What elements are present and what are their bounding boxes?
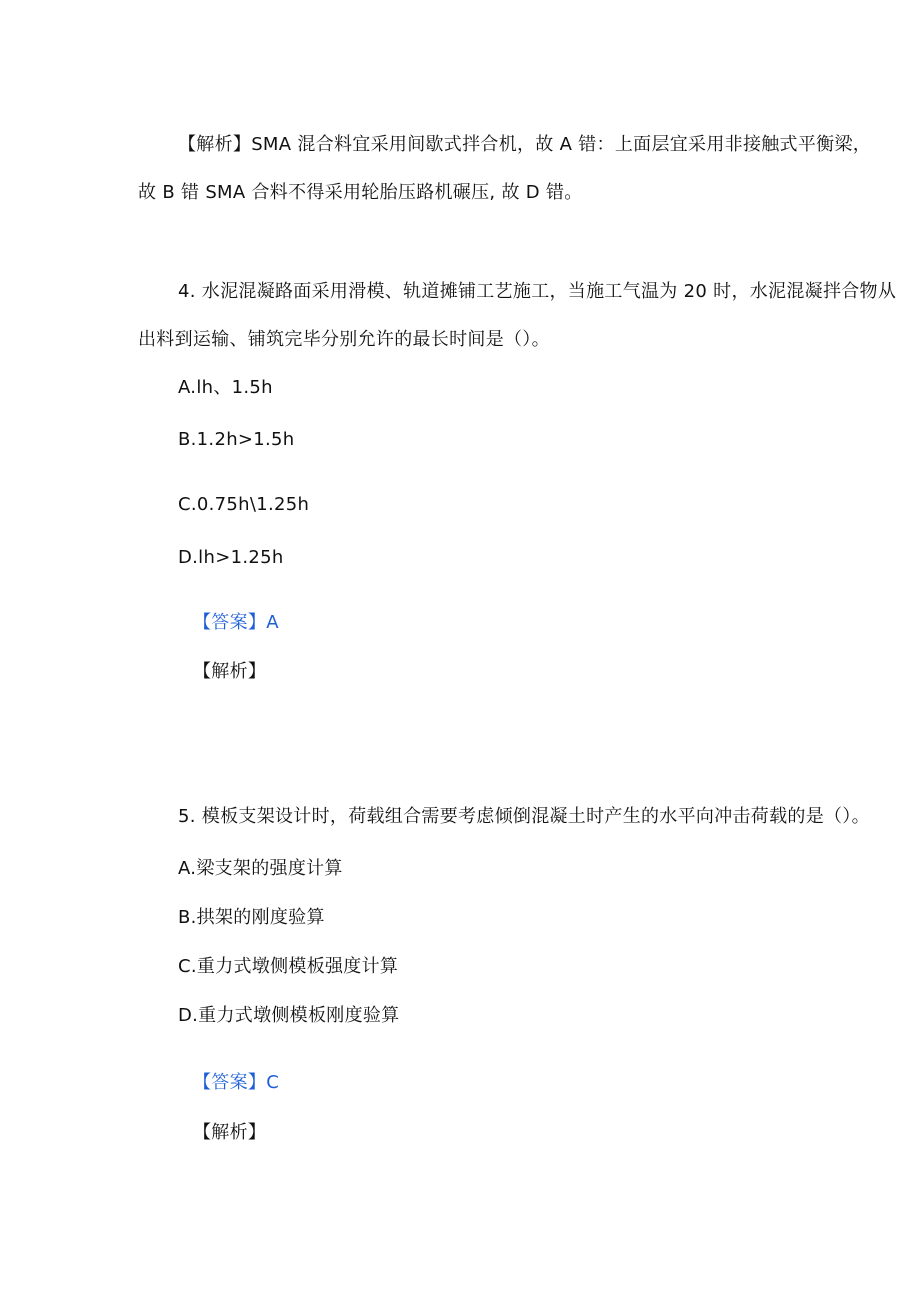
q5-analysis-label: 【解析】 (193, 1122, 267, 1143)
q4-option-d: D.lh>1.25h (178, 547, 284, 568)
q5-option-a: A.梁支架的强度计算 (178, 858, 343, 879)
q5-option-c: C.重力式墩侧模板强度计算 (178, 956, 399, 977)
q4-option-c: C.0.75h\1.25h (178, 494, 310, 515)
q4-stem-line-1: 4. 水泥混凝路面采用滑模、轨道摊铺工艺施工，当施工气温为 20 时，水泥混凝拌合物从 (178, 281, 897, 302)
prev-analysis-line-1: 【解析】SMA 混合料宜采用间歇式拌合机，故 A 错：上面层宜采用非接触式平衡梁， (178, 134, 872, 155)
q4-option-a: A.lh、1.5h (178, 377, 273, 398)
prev-analysis-line-2: 故 B 错 SMA 合料不得采用轮胎压路机碾压, 故 D 错。 (138, 182, 583, 203)
q5-option-d: D.重力式墩侧模板刚度验算 (178, 1005, 400, 1026)
q5-option-b: B.拱架的刚度验算 (178, 907, 325, 928)
q4-answer: 【答案】A (193, 612, 279, 633)
q4-stem-line-2: 出料到运输、铺筑完毕分别允许的最长时间是（）。 (138, 329, 550, 350)
q5-stem: 5. 模板支架设计时，荷载组合需要考虑倾倒混凝土时产生的水平向冲击荷载的是（）。 (178, 806, 870, 827)
q4-analysis-label: 【解析】 (193, 661, 267, 682)
q5-answer: 【答案】C (193, 1072, 280, 1093)
q4-option-b: B.1.2h>1.5h (178, 429, 295, 450)
